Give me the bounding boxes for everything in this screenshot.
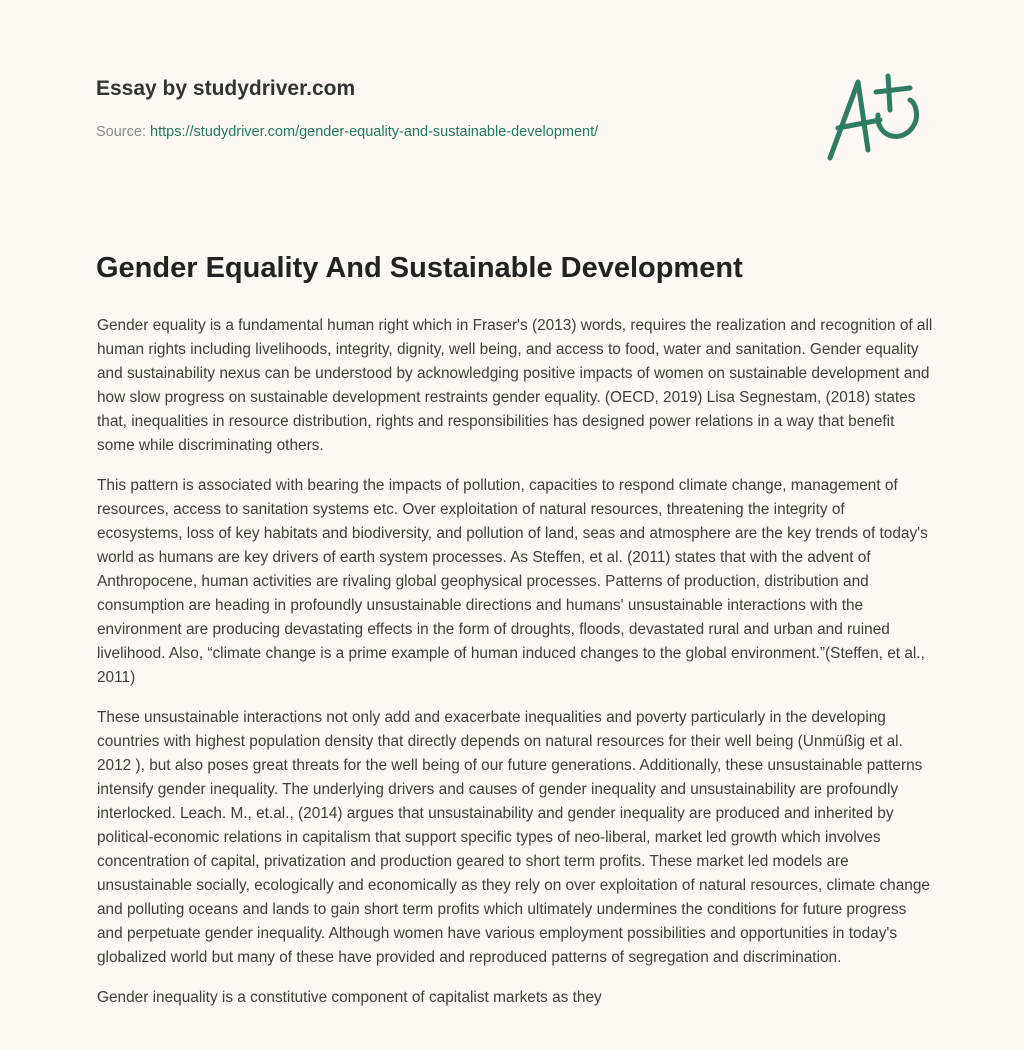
paragraph: Gender equality is a fundamental human right which in Fraser's (2013) words, requires the realization and recognition of all human rights including livelihoods, integrity, dignity, well being, and access to food, water and sanitation. Gender equality and sustainability nexus can be understood by acknowledging positive impacts of women on sustainable development and how slow progress on sustainable development restraints gender equality. (OECD, 2019) Lisa Segnestam, (2018) states that, inequalities in resource distribution, rights and responsibilities has designed power relations in a way that benefit some while discriminating others. — [97, 317, 933, 454]
a-plus-logo-icon — [818, 70, 928, 165]
paragraph: This pattern is associated with bearing the impacts of pollution, capacities to respond climate change, management of resources, access to sanitation systems etc. Over exploitation of natural resources, threatening the integrity of ecosystems, loss of key habitats and biodiversity, and pollution of land, seas and atmosphere are the key trends of today's world as humans are key drivers of earth system processes. As Steffen, et al. (2011) states that with the advent of Anthropocene, human activities are rivaling global geophysical processes. Patterns of production, distribution and consumption are heading in profoundly unsustainable directions and humans' unsustainable interactions with the environment are producing devastating effects in the form of droughts, floods, devastated rural and urban and ruined livelihood. Also, “climate change is a prime example of human induced changes to the global environment.”(Steffen, et al., 2011) — [97, 477, 928, 686]
source-label: Source: — [96, 124, 146, 140]
paragraph: Gender inequality is a constitutive component of capitalist markets as they — [97, 989, 602, 1006]
site-brand: Essay by studydriver.com — [96, 77, 356, 100]
page-title: Gender Equality And Sustainable Development — [96, 252, 743, 284]
article-body — [97, 314, 933, 1026]
paragraph: These unsustainable interactions not only add and exacerbate inequalities and poverty particularly in the developing countries with highest population density that directly depends on natural resources for their well being (Unmüßig et al. 2012 ), but also poses great threats for the well being of our future generations. Additionally, these unsustainable patterns intensify gender inequality. The underlying drivers and causes of gender inequality and unsustainability are profoundly interlocked. Leach. M., et.al., (2014) argues that unsustainability and gender inequality are produced and inherited by political-economic relations in capitalism that support specific types of neo-liberal, market led growth which involves concentration of capital, privatization and production geared to short term profits. These market led models are unsustainable socially, ecologically and economically as they rely on over exploitation of natural resources, climate change and polluting oceans and lands to gain short term profits which ultimately undermines the conditions for future progress and perpetuate gender inequality. Although women have various employment possibilities and opportunities in today's globalized world but many of these have provided and reproduced patterns of segregation and discrimination. — [97, 709, 930, 966]
source-link[interactable]: https://studydriver.com/gender-equality-and-sustainable-development/ — [150, 124, 599, 140]
source-line — [96, 124, 598, 140]
